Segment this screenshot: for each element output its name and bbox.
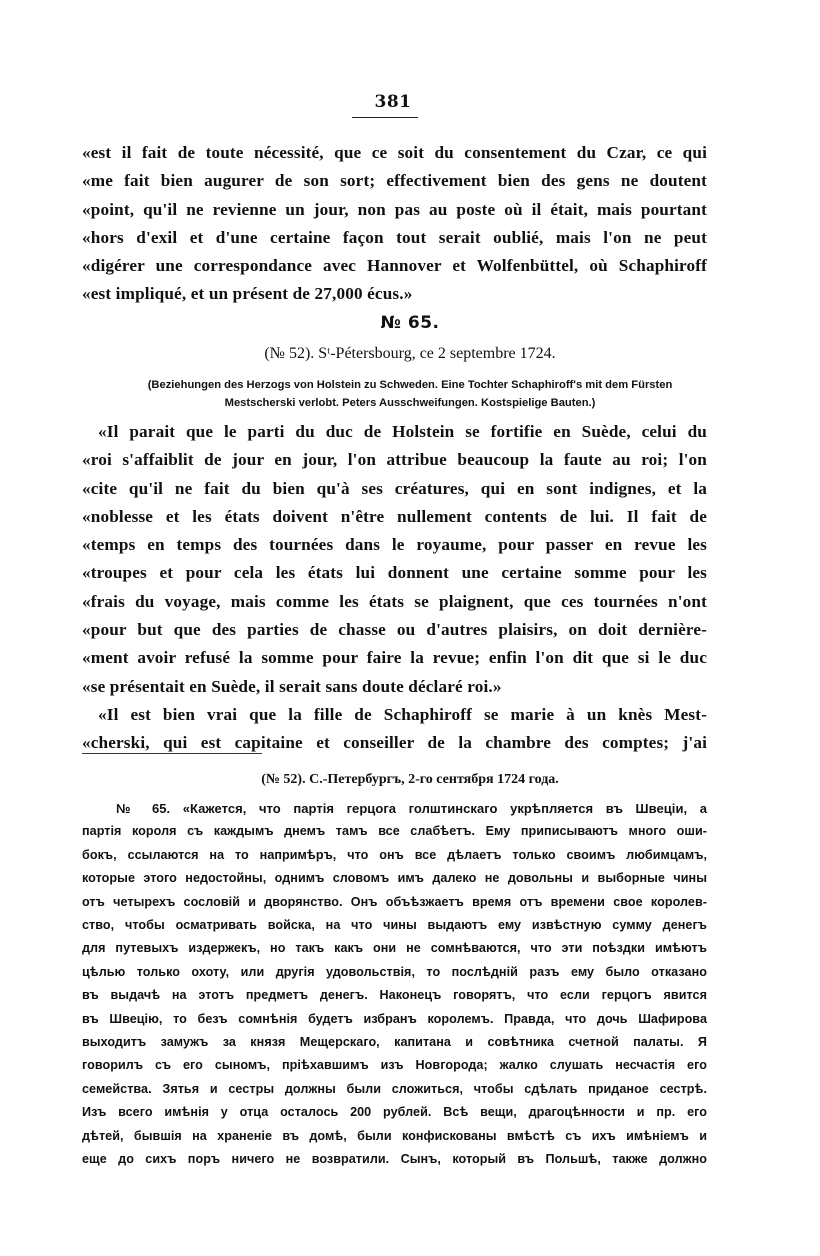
russian-line: еще до сихъ поръ ничего не возвратили. Сынъ, который въ Польшѣ, также должно	[82, 1152, 707, 1167]
page-number: 381	[374, 92, 412, 112]
russian-line: семейства. Зятья и сестры должны были сложиться, чтобы сдѣлать приданое сестрѣ.	[82, 1081, 707, 1096]
quote-line: «me fait bien augurer de son sort; effectivement bien des gens ne doutent	[82, 171, 707, 191]
russian-line: въ Швецію, то безъ сомнѣнія будетъ избранъ королемъ. Правда, что дочь Шафирова	[82, 1011, 707, 1026]
body-line: «noblesse et les états doivent n'être nullement contents de lui. Il fait de	[82, 506, 707, 526]
russian-line: № 65. «Кажется, что партія герцога голштинскаго укрѣпляется въ Швеціи, а	[116, 801, 707, 816]
quote-line: «est il fait de toute nécessité, que ce soit du consentement du Czar, ce qui	[82, 143, 707, 162]
preceding-quote	[82, 139, 707, 309]
russian-line: отъ четырехъ сословій и дворянство. Онъ объѣзжаетъ время отъ времени свое королев-	[82, 894, 707, 909]
russian-line: въ выдачѣ на этотъ предметъ денегъ. Наконецъ говорятъ, что если герцогъ явится	[82, 988, 707, 1003]
body-line: «Il parait que le parti du duc de Holstein se fortifie en Suède, celui du	[98, 422, 707, 441]
russian-line: ство, чтобы осматривать войска, на что чины выдаютъ ему извѣстную сумму денегъ	[82, 918, 707, 933]
body-line: «Il est bien vrai que la fille de Schaphiroff se marie à un knès Mest-	[98, 704, 707, 724]
body-line: «frais du voyage, mais comme les états se plaignent, que ces tournées n'ont	[82, 591, 707, 611]
body-line: «ment avoir refusé la somme pour faire la revue; enfin l'on dit que si le duc	[82, 648, 707, 668]
russian-line: партія короля съ каждымъ днемъ тамъ все слабѣетъ. Ему приписываютъ много оши-	[82, 824, 707, 839]
letter-summary	[100, 376, 720, 412]
letter-heading: № 65.	[380, 313, 440, 333]
page-number-rule	[352, 117, 418, 118]
body-line: «temps en temps des tournées dans le royaume, pour passer en revue les	[82, 535, 707, 555]
russian-line: бокъ, ссылаются на то напримѣръ, что онъ все дѣлаетъ только своимъ любимцамъ,	[82, 847, 707, 862]
quote-line: «hors d'exil et d'une certaine façon tout serait oublié, mais l'on ne peut	[82, 227, 707, 247]
body-line: «roi s'affaiblit de jour en jour, l'on attribue beaucoup la faute au roi; l'on	[82, 450, 707, 470]
russian-translation	[82, 797, 707, 1172]
letter-body	[82, 418, 707, 758]
quote-line: «digérer une correspondance avec Hannover et Wolfenbüttel, où Schaphiroff	[82, 256, 707, 276]
body-line: «cherski, qui est capitaine et conseiller de la chambre des comptes; j'ai	[82, 733, 707, 753]
body-line: «cite qu'il ne fait du bien qu'à ses créatures, qui en sont indignes, et la	[82, 478, 707, 498]
russian-line: для путевыхъ издержекъ, но такъ какъ они не сомнѣваются, что эти поѣздки имѣютъ	[82, 941, 707, 956]
footnote-rule	[82, 753, 262, 754]
russian-dateline: (№ 52). С.-Петербургъ, 2-го сентября 1724 года.	[261, 772, 559, 787]
letter-dateline: (№ 52). Sᵗ-Pétersbourg, ce 2 septembre 1724.	[264, 345, 556, 362]
summary-line: Mestscherski verlobt. Peters Ausschweifungen. Kostspielige Bauten.)	[224, 397, 596, 409]
body-line: «se présentait en Suède, il serait sans doute déclaré roi.»	[82, 676, 502, 696]
russian-line: Изъ всего имѣнія у отца осталось 200 рублей. Всѣ вещи, драгоцѣнности и пр. его	[82, 1105, 707, 1120]
russian-line: цѣлью только охоту, или другія удовольствія, то послѣдній разъ ему было отказано	[82, 964, 707, 979]
body-line: «troupes et pour cela les états lui donnent une certaine somme pour les	[82, 563, 707, 583]
russian-line: выходитъ замужъ за князя Мещерскаго, капитана и совѣтника счетной палаты. Я	[82, 1035, 707, 1050]
summary-line: (Beziehungen des Herzogs von Holstein zu Schweden. Eine Tochter Schaphiroff's mit dem Fürsten	[147, 379, 673, 391]
quote-line: «point, qu'il ne revienne un jour, non pas au poste où il était, mais pourtant	[82, 199, 707, 219]
russian-line: дѣтей, бывшія на храненіе въ домѣ, были конфискованы вмѣстѣ съ ихъ имѣніемъ и	[82, 1128, 707, 1143]
russian-line: которые этого недостойны, однимъ словомъ имъ далеко не довольны и выборные чины	[82, 871, 707, 886]
body-line: «pour but que des parties de chasse ou d'autres plaisirs, on doit dernière-	[82, 620, 707, 640]
quote-line: «est impliqué, et un présent de 27,000 écus.»	[82, 284, 413, 304]
russian-line: говорилъ съ его сыномъ, пріѣхавшимъ изъ Новгорода; жалко слушать несчастія его	[82, 1058, 707, 1073]
